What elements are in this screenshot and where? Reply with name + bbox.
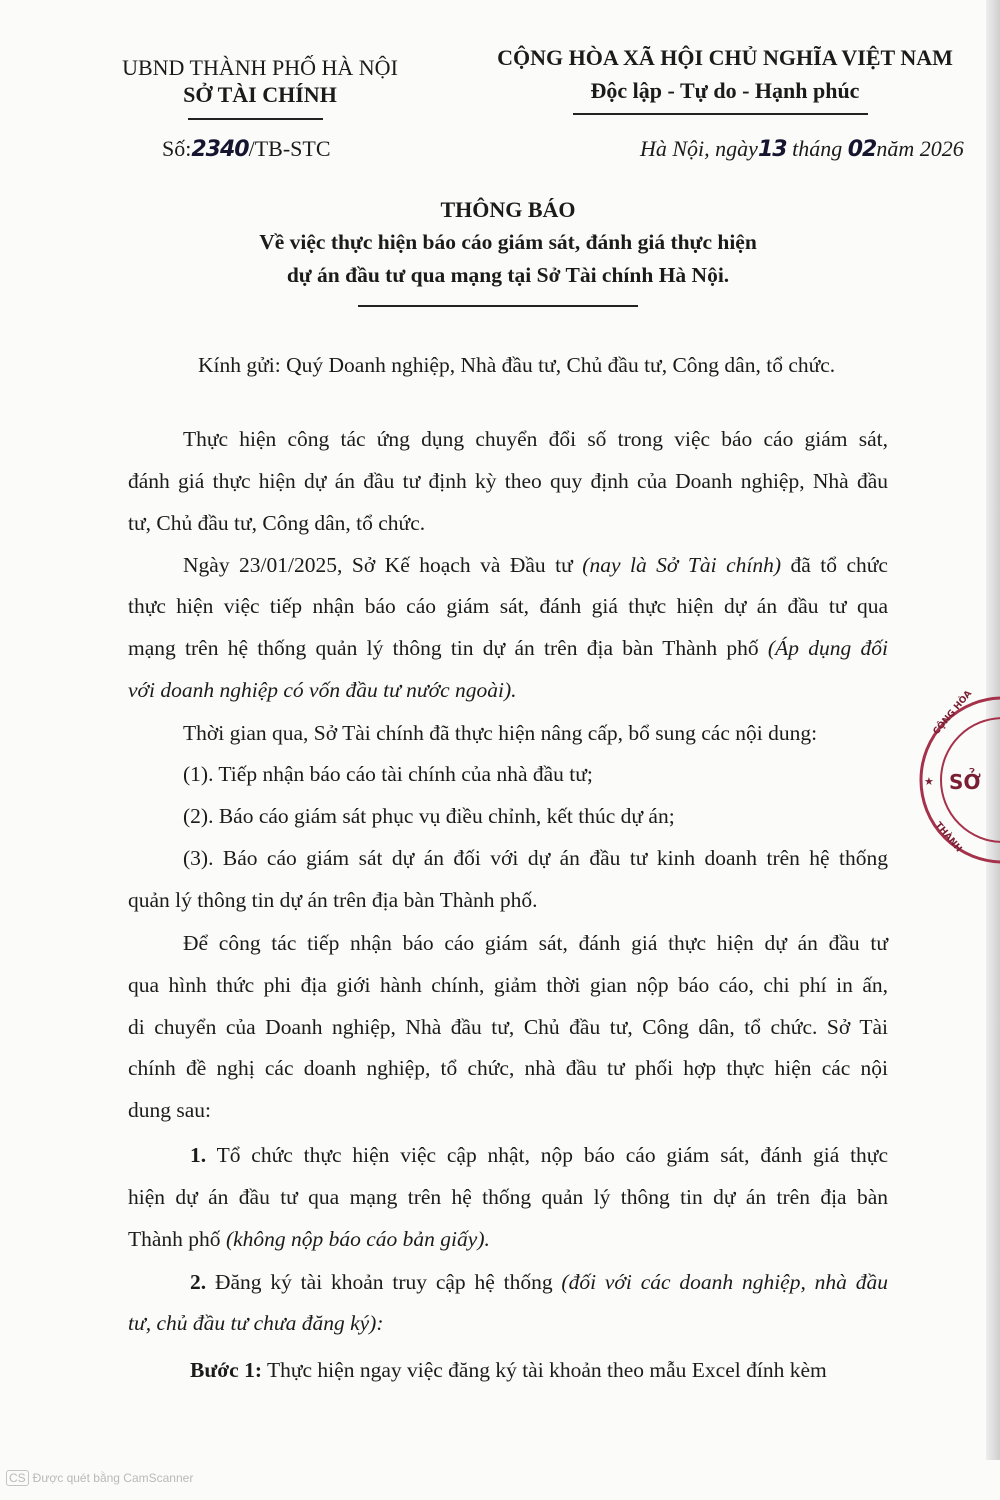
body-text-segment: (Áp dụng đối	[767, 636, 888, 660]
body-text-segment: tư, chủ đầu tư chưa đăng ký):	[128, 1311, 384, 1335]
body-text-segment: (đối với các doanh nghiệp, nhà đầu	[561, 1270, 888, 1294]
body-text-segment: dung sau:	[128, 1098, 212, 1122]
body-line	[128, 1096, 211, 1124]
date-year: năm 2026	[876, 136, 964, 161]
body-text-segment: với doanh nghiệp có vốn đầu tư nước ngoài).	[128, 678, 517, 702]
body-line	[128, 1225, 490, 1253]
body-line	[183, 844, 888, 872]
header-rule-right	[573, 113, 868, 115]
body-line	[128, 509, 425, 537]
body-line	[183, 760, 593, 788]
body-text-segment: thực hiện việc tiếp nhận báo cáo giám sát, đánh giá thực hiện dự án đầu tư qua	[128, 594, 888, 618]
body-line	[128, 676, 517, 704]
body-line	[183, 802, 675, 830]
body-line	[198, 351, 835, 379]
body-text-segment: chính đề nghị các doanh nghiệp, tổ chức, nhà đầu tư phối hợp thực hiện các nội	[128, 1056, 888, 1080]
official-red-seal	[915, 685, 1000, 875]
seal-text-bottom: THÀNH	[932, 820, 964, 855]
document-number	[162, 136, 331, 162]
body-text-segment: qua hình thức phi địa giới hành chính, giảm thời gian nộp báo cáo, chi phí in ấn,	[128, 973, 888, 997]
header-rule-left	[188, 118, 323, 120]
body-text-segment: di chuyển của Doanh nghiệp, Nhà đầu tư, Chủ đầu tư, Công dân, tổ chức. Sở Tài	[128, 1015, 888, 1039]
body-text-segment: đánh giá thực hiện dự án đầu tư định kỳ theo quy định của Doanh nghiệp, Nhà đầu	[128, 469, 888, 493]
seal-text-top: CỘNG HÒA	[931, 688, 975, 737]
body-text-segment: Thời gian qua, Sở Tài chính đã thực hiện nâng cấp, bổ sung các nội dung:	[183, 721, 818, 745]
body-line	[190, 1141, 888, 1169]
body-line	[183, 929, 888, 957]
doc-no-prefix: Số:	[162, 136, 192, 161]
body-text-segment: mạng trên hệ thống quản lý thông tin dự án trên địa bàn Thành phố	[128, 636, 768, 660]
body-line	[183, 719, 817, 747]
date-month-handwritten: 02	[847, 137, 877, 162]
body-line	[183, 425, 888, 453]
body-text-segment: 1.	[190, 1143, 207, 1167]
document-subtitle-line2: dự án đầu tư qua mạng tại Sở Tài chính Hà Nội.	[286, 263, 730, 287]
document-date	[640, 136, 964, 162]
body-line	[190, 1268, 888, 1296]
doc-no-suffix: /TB-STC	[248, 136, 331, 161]
body-text-segment: (nay là Sở Tài chính)	[582, 553, 781, 577]
body-text-segment: (2). Báo cáo giám sát phục vụ điều chỉnh, kết thúc dự án;	[183, 804, 675, 828]
department-name: SỞ TÀI CHÍNH	[183, 82, 337, 107]
document-heading: THÔNG BÁO	[440, 197, 576, 222]
body-text-segment: hiện dự án đầu tư qua mạng trên hệ thống quản lý thông tin dự án trên địa bàn	[128, 1185, 888, 1209]
title-rule	[358, 305, 638, 307]
date-prefix: Hà Nội, ngày	[640, 136, 758, 161]
body-text-segment: (1). Tiếp nhận báo cáo tài chính của nhà đầu tư;	[183, 762, 593, 786]
body-line	[128, 971, 888, 999]
national-title: CỘNG HÒA XÃ HỘI CHỦ NGHĨA VIỆT NAM	[497, 45, 953, 70]
body-text-segment: quản lý thông tin dự án trên địa bàn Thành phố.	[128, 888, 538, 912]
seal-star-icon: ★	[924, 775, 934, 788]
body-line	[128, 592, 888, 620]
body-text-segment: Để công tác tiếp nhận báo cáo giám sát, đánh giá thực hiện dự án đầu tư	[183, 931, 888, 955]
watermark-text: Được quét bằng CamScanner	[32, 1471, 194, 1485]
body-text-segment: Tổ chức thực hiện việc cập nhật, nộp báo cáo giám sát, đánh giá thực	[206, 1143, 888, 1167]
body-line	[128, 1183, 888, 1211]
document-subtitle-line1: Về việc thực hiện báo cáo giám sát, đánh giá thực hiện	[259, 230, 757, 254]
body-line	[128, 886, 538, 914]
body-line	[128, 1054, 888, 1082]
body-text-segment: Ngày 23/01/2025, Sở Kế hoạch và Đầu tư	[183, 553, 583, 577]
seal-text-center: SỞ	[949, 770, 981, 794]
body-line	[128, 1309, 384, 1337]
body-text-segment: Kính gửi: Quý Doanh nghiệp, Nhà đầu tư, Chủ đầu tư, Công dân, tổ chức.	[198, 353, 836, 377]
date-day-handwritten: 13	[757, 137, 787, 162]
body-line	[183, 551, 888, 579]
body-text-segment: (không nộp báo cáo bản giấy).	[225, 1227, 490, 1251]
doc-no-handwritten: 2340	[191, 137, 249, 162]
date-month-label: tháng	[792, 136, 843, 161]
body-line	[128, 634, 888, 662]
body-text-segment: Bước 1:	[190, 1358, 262, 1382]
body-text-segment: Thành phố	[128, 1227, 226, 1251]
scanner-watermark	[6, 1470, 193, 1486]
body-text-segment: 2.	[190, 1270, 207, 1294]
body-text-segment: đã tổ chức	[781, 553, 888, 577]
body-text-segment: tư, Chủ đầu tư, Công dân, tổ chức.	[128, 511, 426, 535]
national-motto: Độc lập - Tự do - Hạnh phúc	[590, 78, 860, 103]
body-line	[190, 1356, 827, 1384]
agency-name: UBND THÀNH PHỐ HÀ NỘI	[122, 55, 398, 80]
body-line	[128, 467, 888, 495]
body-text-segment: Thực hiện ngay việc đăng ký tài khoản theo mẫu Excel đính kèm	[261, 1358, 827, 1382]
body-line	[128, 1013, 888, 1041]
body-text-segment: Thực hiện công tác ứng dụng chuyển đổi số trong việc báo cáo giám sát,	[183, 427, 888, 451]
camscanner-logo-icon: CS	[6, 1470, 29, 1486]
body-text-segment: Đăng ký tài khoản truy cập hệ thống	[206, 1270, 562, 1294]
body-text-segment: (3). Báo cáo giám sát dự án đối với dự án đầu tư kinh doanh trên hệ thống	[183, 846, 888, 870]
